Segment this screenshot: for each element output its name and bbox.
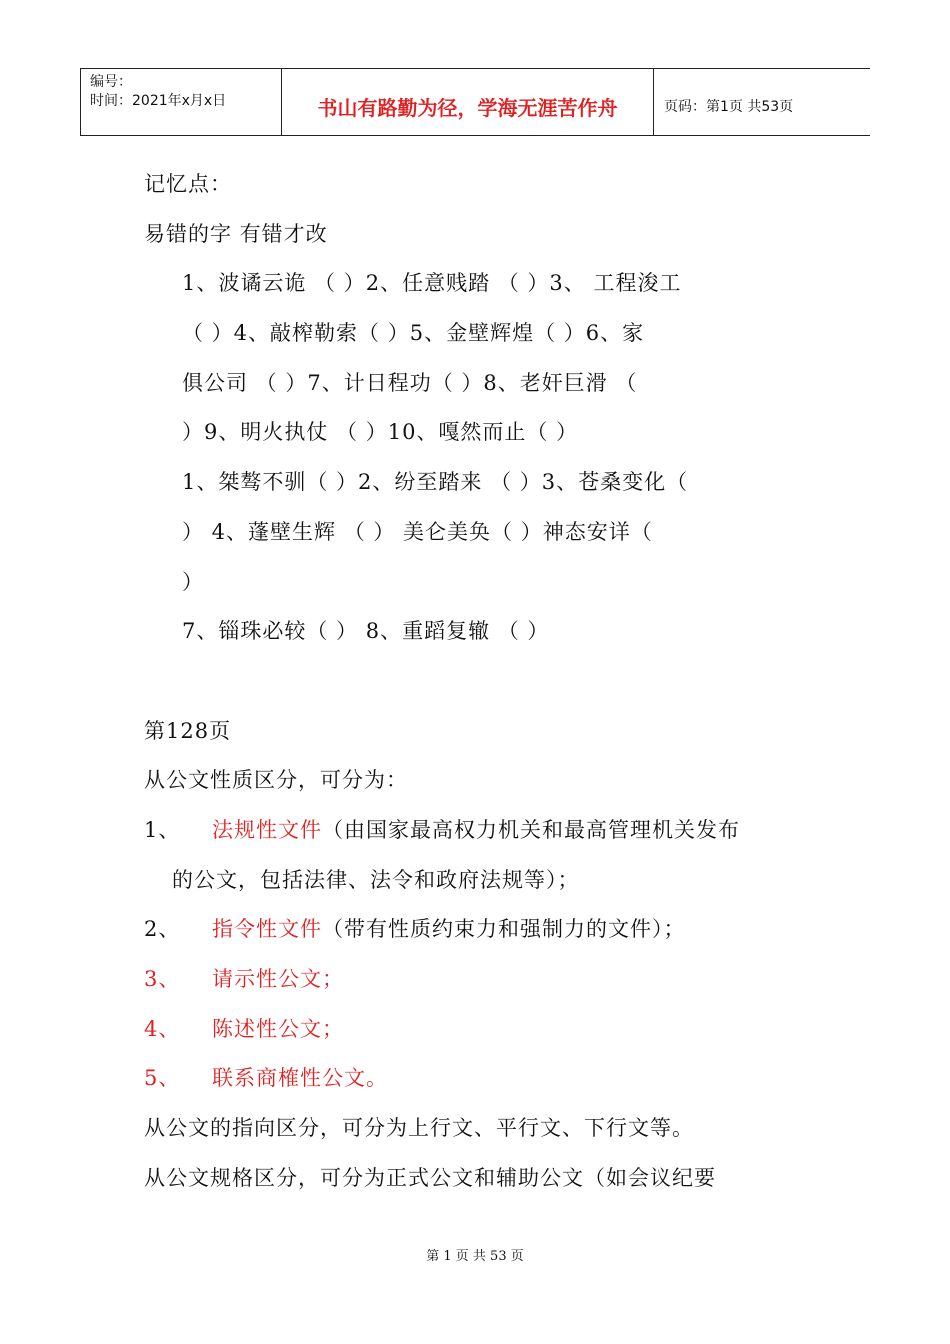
item-number: 5、 [144, 1066, 181, 1091]
number-label: 编号： [90, 74, 132, 90]
page-header [80, 68, 870, 136]
typo-line: ）9、明火执仗 （ ）10、嘎然而止（ ） [182, 420, 579, 445]
nature-intro: 从公文性质区分，可分为： [144, 768, 408, 793]
item-desc: （由国家最高权力机关和最高管理机关发布 [322, 817, 740, 842]
page-reference: 第128页 [144, 718, 232, 743]
item-term: 指令性文件 [212, 917, 322, 942]
item-term: 法规性文件 [212, 817, 322, 842]
header-motto: 书山有路勤为径，学海无涯苦作舟 [282, 69, 654, 135]
header-page-label: 页码：第1页 共53页 [664, 99, 794, 115]
direction-text: 从公文的指向区分，可分为上行文、平行文、下行文等。 [144, 1116, 694, 1141]
item-term: 请示性公文； [212, 967, 344, 991]
page-footer: 第 1 页 共 53 页 [426, 1249, 524, 1264]
typo-line: 7、锱珠必较（ ） 8、重蹈复辙 （ ） [182, 619, 550, 644]
document-body [144, 160, 824, 1203]
item-term: 联系商榷性公文。 [212, 1066, 388, 1091]
typo-line: 1、波谲云诡 （ ）2、任意贱踏 （ ）3、 工程浚工 [182, 271, 682, 296]
nature-item [144, 955, 824, 1005]
item-number: 1、 [144, 817, 181, 842]
time-label: 时间：2021年x月x日 [90, 93, 227, 109]
memory-heading: 记忆点： [144, 172, 232, 196]
spec-text: 从公文规格区分，可分为正式公文和辅助公文（如会议纪要 [144, 1165, 716, 1190]
nature-item [144, 1005, 824, 1055]
typo-line: ） 4、蓬壁生辉 （ ） 美仑美奂（ ）神态安详（ [182, 519, 653, 544]
header-meta [80, 69, 282, 135]
item-number: 3、 [144, 967, 181, 991]
item-number: 4、 [144, 1016, 181, 1041]
typo-line: 俱公司 （ ）7、计日程功（ ）8、老奸巨滑 （ [182, 370, 638, 395]
typo-line: （ ）4、敲榨勒索（ ）5、金壁辉煌（ ）6、家 [182, 321, 645, 346]
nature-item [144, 905, 824, 955]
item-number: 2、 [144, 917, 181, 942]
nature-item-continuation: 的公文，包括法律、法令和政府法规等）； [172, 867, 580, 892]
typo-line: ） [182, 569, 204, 594]
typo-line: 1、桀骜不驯（ ）2、纷至踏来 （ ）3、苍桑变化（ [182, 470, 689, 495]
item-desc: （带有性质约束力和强制力的文件）； [322, 917, 686, 942]
nature-item [144, 1054, 824, 1104]
blank-line [144, 657, 824, 707]
nature-item [144, 806, 824, 856]
typo-heading: 易错的字 有错才改 [144, 221, 328, 246]
item-term: 陈述性公文； [212, 1016, 344, 1041]
